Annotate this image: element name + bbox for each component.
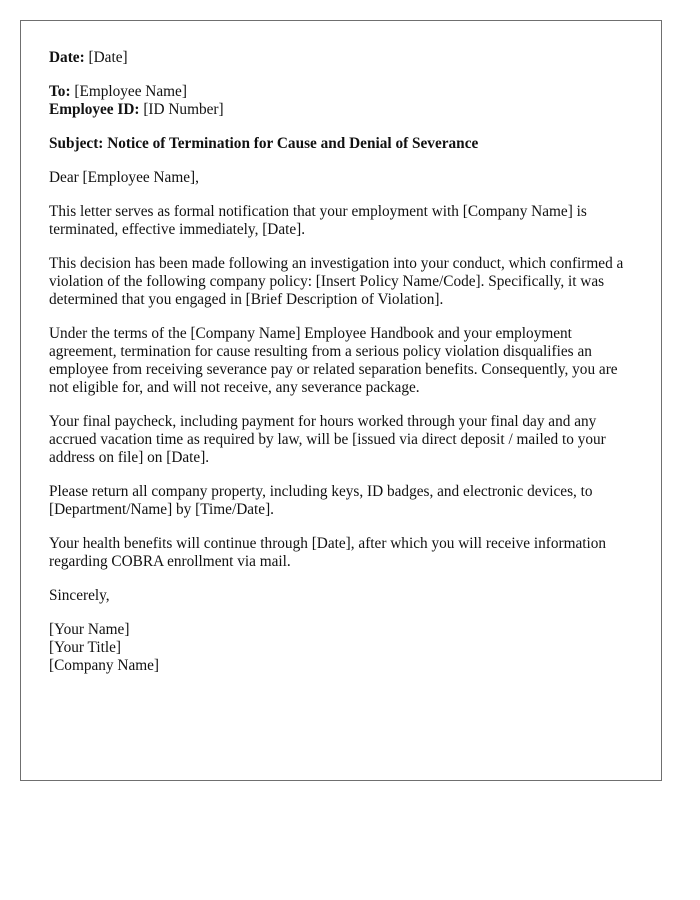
- date-line: [49, 49, 633, 67]
- body-paragraph: Under the terms of the [Company Name] Employee Handbook and your employment agreement, termination for cause resulting from a serious policy violation disqualifies an employee from receiving severance pay or related separation benefits. Consequently, you are not eligible for, and will not receive, any severance package.: [49, 325, 618, 396]
- date-value: [Date]: [88, 49, 128, 66]
- signature-company: [Company Name]: [49, 657, 160, 674]
- date-label: Date:: [49, 49, 85, 66]
- signature-title: [Your Title]: [49, 639, 121, 656]
- employee-id-value: [ID Number]: [143, 101, 224, 118]
- subject-line: Subject: Notice of Termination for Cause and Denial of Severance: [49, 135, 479, 152]
- recipient-block: [49, 83, 633, 119]
- closing: Sincerely,: [49, 587, 110, 604]
- employee-id-line: [49, 101, 633, 119]
- to-value: [Employee Name]: [74, 83, 187, 100]
- employee-id-label: Employee ID:: [49, 101, 140, 118]
- body-paragraph: Your final paycheck, including payment for hours worked through your final day and any accrued vacation time as required by law, will be [issued via direct deposit / mailed to your address on file] on [Date].: [49, 413, 606, 466]
- to-line: [49, 83, 633, 101]
- letter-page: [20, 20, 662, 781]
- body-paragraph: This decision has been made following an investigation into your conduct, which confirmed a violation of the following company policy: [Insert Policy Name/Code]. Specifically, it was determined that you engaged in [Brief Description of Violation].: [49, 255, 624, 308]
- body-paragraph: Please return all company property, including keys, ID badges, and electronic devices, to [Department/Name] by [Time/Date].: [49, 483, 593, 518]
- signature-block: [49, 621, 633, 675]
- date-block: [49, 49, 633, 67]
- body-paragraph: This letter serves as formal notification that your employment with [Company Name] is terminated, effective immediately, [Date].: [49, 203, 587, 238]
- salutation: Dear [Employee Name],: [49, 169, 199, 186]
- to-label: To:: [49, 83, 71, 100]
- signature-name: [Your Name]: [49, 621, 130, 638]
- subject-block: [49, 135, 633, 153]
- body-paragraph: Your health benefits will continue through [Date], after which you will receive information regarding COBRA enrollment via mail.: [49, 535, 607, 570]
